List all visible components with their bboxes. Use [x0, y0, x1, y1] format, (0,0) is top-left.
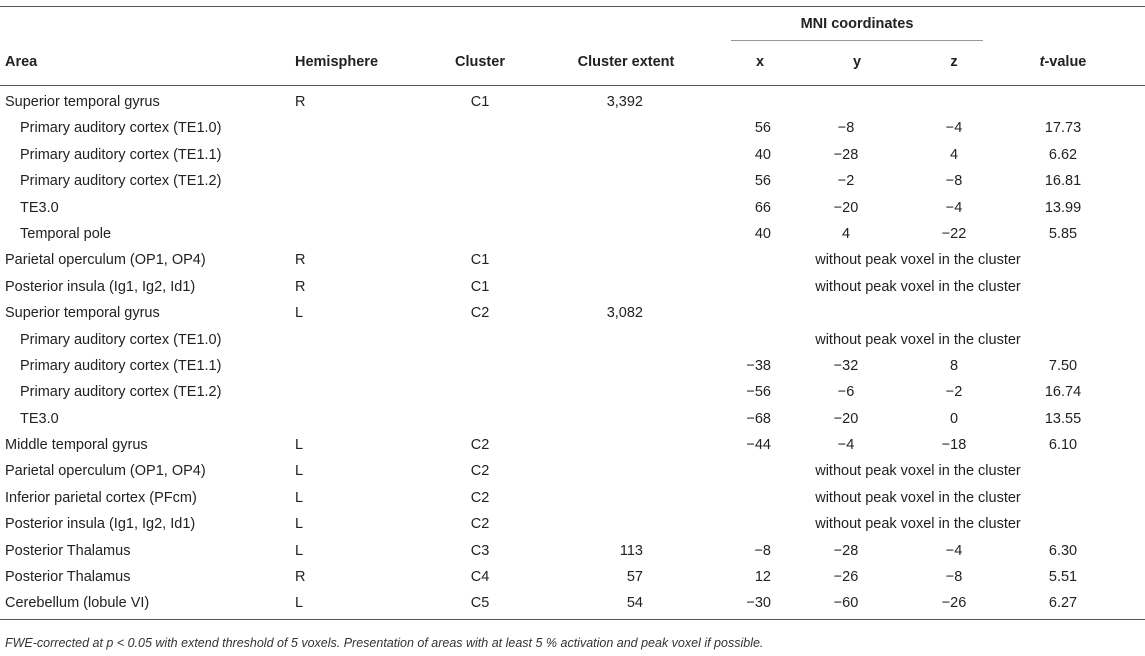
cell-z: −4 — [945, 199, 963, 216]
cell-x: 56 — [754, 173, 771, 190]
table-row — [0, 353, 1145, 379]
cell-t-value: 13.99 — [1044, 199, 1082, 216]
cell-t-value: 6.10 — [1048, 437, 1078, 454]
cell-x: −38 — [746, 357, 771, 374]
cell-x: 56 — [754, 120, 771, 137]
cell-y: −28 — [833, 146, 859, 163]
cell-hemisphere: R — [295, 94, 306, 110]
cell-y: −60 — [833, 595, 859, 612]
cell-area: Temporal pole — [20, 225, 112, 242]
table-row: Parietal operculum (OP1, OP4) R C1 without peak voxel in the cluster — [5, 252, 1021, 269]
cell-area: Parietal operculum (OP1, OP4) — [5, 252, 206, 269]
cell-x: −56 — [746, 384, 771, 401]
cell-t-value: 13.55 — [1044, 410, 1082, 427]
cell-hemisphere: R — [295, 569, 306, 586]
cell-area: Primary auditory cortex (TE1.2) — [20, 173, 222, 190]
cell-area: Posterior insula (Ig1, Ig2, Id1) — [5, 278, 196, 295]
table-row — [0, 406, 1145, 432]
cell-t-value: 5.51 — [1048, 569, 1078, 586]
table-row: Superior temporal gyrus L C2 3,082 — [5, 305, 643, 322]
cell-hemisphere: L — [295, 305, 304, 322]
table-row — [0, 327, 1145, 353]
cell-area: Posterior insula (Ig1, Ig2, Id1) — [5, 516, 196, 533]
cell-area: Cerebellum (lobule VI) — [5, 595, 150, 612]
cell-z: 8 — [949, 357, 959, 374]
header-hemisphere: Hemisphere — [295, 54, 379, 70]
cell-hemisphere: L — [295, 463, 304, 480]
cell-y: −8 — [837, 120, 855, 137]
table-row — [0, 195, 1145, 221]
cell-z: −18 — [941, 437, 967, 454]
header-y: y — [852, 54, 862, 70]
cell-note: without peak voxel in the cluster — [815, 516, 1021, 533]
table-row: Posterior insula (Ig1, Ig2, Id1) R C1 without peak voxel in the cluster — [5, 278, 1021, 295]
cell-y: −20 — [833, 199, 859, 216]
table-row: Cerebellum (lobule VI) L C5 54 −30 −60 −26 6.27 — [5, 595, 1078, 612]
table-row: Posterior Thalamus R C4 57 12 −26 −8 5.51 — [5, 569, 1078, 586]
table-row: Middle temporal gyrus L C2 −44 −4 −18 6.10 — [5, 437, 1078, 454]
cell-z: 4 — [949, 146, 959, 163]
cell-t-value: 7.50 — [1048, 357, 1078, 374]
cell-z: 0 — [949, 410, 959, 427]
cell-area: Inferior parietal cortex (PFcm) — [5, 489, 197, 506]
cell-t-value: 16.74 — [1044, 384, 1082, 401]
cell-x: −68 — [746, 410, 771, 427]
cell-y: −2 — [837, 173, 855, 190]
cell-cluster-extent: 57 — [626, 569, 643, 586]
cell-z: −22 — [941, 225, 967, 242]
cell-x: 12 — [754, 569, 771, 586]
header-t-value — [1040, 53, 1087, 71]
cell-z: −2 — [945, 384, 963, 401]
cell-z: −26 — [941, 595, 967, 612]
cell-t-value: 17.73 — [1044, 120, 1082, 137]
cell-area: Superior temporal gyrus — [5, 94, 160, 110]
header-mni-coordinates: MNI coordinates — [800, 16, 914, 32]
cell-x: 40 — [754, 146, 771, 163]
table-row — [0, 221, 1145, 247]
table-row — [0, 168, 1145, 194]
cell-z: −8 — [945, 569, 963, 586]
cell-cluster-extent: 3,392 — [606, 94, 643, 110]
table-row — [0, 379, 1145, 405]
header-t-italic: t — [1039, 54, 1045, 70]
mni-underline — [731, 40, 983, 41]
cell-area: TE3.0 — [20, 199, 59, 216]
cell-note: without peak voxel in the cluster — [815, 331, 1021, 348]
cell-area: Superior temporal gyrus — [5, 305, 160, 322]
cell-y: −6 — [837, 384, 855, 401]
cell-x: −30 — [746, 595, 771, 612]
cell-z: −8 — [945, 173, 963, 190]
cell-y: −4 — [837, 437, 855, 454]
cell-note: without peak voxel in the cluster — [815, 463, 1021, 480]
cell-x: 40 — [754, 225, 771, 242]
cell-area: Primary auditory cortex (TE1.0) — [20, 120, 222, 137]
table-row: Superior temporal gyrus R C1 3,392 — [5, 94, 643, 110]
cell-y: −32 — [833, 357, 859, 374]
cell-area: Posterior Thalamus — [5, 569, 131, 586]
cell-t-value: 6.27 — [1048, 595, 1078, 612]
cell-area: Posterior Thalamus — [5, 542, 131, 559]
cell-t-value: 6.62 — [1048, 146, 1078, 163]
cell-hemisphere: L — [295, 489, 304, 506]
cell-y: −20 — [833, 410, 859, 427]
top-rule — [0, 6, 1145, 7]
cell-hemisphere: L — [295, 542, 304, 559]
table-row: Posterior insula (Ig1, Ig2, Id1) L C2 without peak voxel in the cluster — [5, 516, 1021, 533]
cell-z: −4 — [945, 120, 963, 137]
cell-area: Parietal operculum (OP1, OP4) — [5, 463, 206, 480]
table-row: Posterior Thalamus L C3 113 −8 −28 −4 6.30 — [5, 542, 1078, 559]
cell-cluster-extent: 113 — [619, 542, 643, 559]
header-t-rest: -value — [1044, 54, 1087, 70]
cell-hemisphere: L — [295, 595, 304, 612]
cell-note: without peak voxel in the cluster — [815, 278, 1021, 295]
cell-z: −4 — [945, 542, 963, 559]
cell-t-value: 5.85 — [1048, 225, 1078, 242]
cell-t-value: 16.81 — [1044, 173, 1082, 190]
cell-x: −8 — [754, 542, 771, 559]
cell-note: without peak voxel in the cluster — [815, 252, 1021, 269]
cell-area: Primary auditory cortex (TE1.1) — [20, 357, 222, 374]
header-rule — [0, 85, 1145, 86]
table-row: Inferior parietal cortex (PFcm) L C2 without peak voxel in the cluster — [5, 489, 1021, 506]
footnote: FWE-corrected at p < 0.05 with extend threshold of 5 voxels. Presentation of areas with at least 5 % activation and peak voxel if possible. — [5, 636, 764, 650]
cell-hemisphere: L — [295, 437, 304, 454]
cell-area: Primary auditory cortex (TE1.0) — [20, 331, 222, 348]
header-cluster-extent: Cluster extent — [577, 54, 675, 70]
header-x: x — [755, 54, 765, 70]
results-table — [0, 89, 1145, 617]
cell-hemisphere: R — [295, 278, 306, 295]
cell-note: without peak voxel in the cluster — [815, 489, 1021, 506]
cell-y: 4 — [841, 225, 851, 242]
cell-area: Middle temporal gyrus — [5, 437, 148, 454]
cell-x: −44 — [746, 437, 771, 454]
cell-t-value: 6.30 — [1048, 542, 1078, 559]
table-row — [0, 142, 1145, 168]
header-z: z — [950, 54, 958, 70]
cell-cluster-extent: 3,082 — [606, 305, 643, 322]
table-row: Parietal operculum (OP1, OP4) L C2 without peak voxel in the cluster — [5, 463, 1021, 480]
cell-y: −26 — [833, 569, 859, 586]
cell-x: 66 — [754, 199, 771, 216]
header-area: Area — [5, 54, 38, 70]
cell-y: −28 — [833, 542, 859, 559]
cell-area: Primary auditory cortex (TE1.1) — [20, 146, 222, 163]
cell-hemisphere: L — [295, 516, 304, 533]
cell-cluster-extent: 54 — [626, 595, 643, 612]
cell-area: TE3.0 — [20, 410, 59, 427]
header-cluster: Cluster — [455, 54, 505, 70]
bottom-rule — [0, 619, 1145, 620]
cell-area: Primary auditory cortex (TE1.2) — [20, 384, 222, 401]
table-row — [0, 115, 1145, 141]
cell-hemisphere: R — [295, 252, 306, 269]
